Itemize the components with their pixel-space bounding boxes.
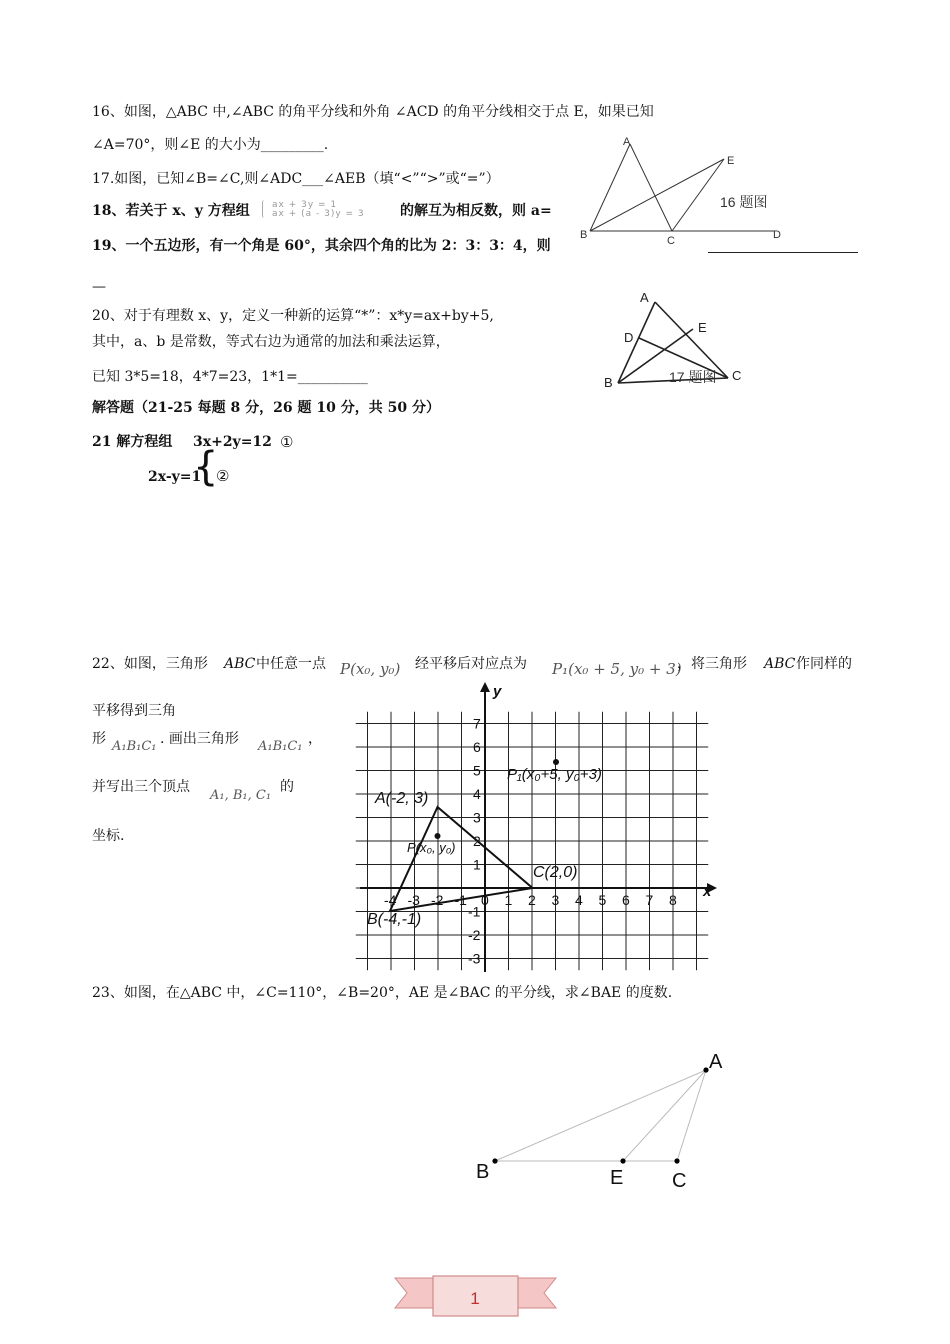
fig16-label-b: B: [580, 229, 588, 241]
fig23-point-c: [674, 1158, 679, 1163]
section-title: 解答题（21-25 每题 8 分，26 题 10 分，共 50 分）: [92, 400, 440, 416]
q18-equation-system: ax + 3y = 1 ax + (a - 3)y = 3: [262, 200, 396, 220]
fig23-label-e: E: [610, 1167, 624, 1189]
q21-mark1: ①: [280, 433, 294, 451]
label-a: A(-2, 3): [375, 790, 429, 807]
fig23-segment-ab: [495, 1070, 706, 1161]
x-tick-label: 6: [622, 892, 630, 908]
q22-verts: A₁, B₁, C₁: [210, 788, 272, 803]
y-tick-label: -1: [468, 903, 481, 920]
x-tick-label: 8: [669, 892, 677, 908]
q22-line2: 平移得到三角: [92, 703, 176, 719]
q22-part1: 22、如图，三角形: [92, 656, 208, 672]
q22-line3c: ，: [308, 731, 322, 747]
fig16-label-e: E: [727, 155, 735, 167]
x-tick-label: 5: [598, 892, 607, 908]
q22-line5: 坐标.: [92, 828, 125, 844]
q16-line2: ∠A=70°，则∠E 的大小为_________.: [92, 137, 329, 153]
fig16-label-d: D: [773, 229, 781, 241]
q22-part4: ，将三角形: [677, 656, 747, 672]
q19-wrap: —: [92, 279, 106, 295]
y-tick-label: 2: [473, 833, 481, 849]
coordinate-grid: [355, 680, 725, 980]
fig17-segment-ac: [655, 302, 728, 378]
x-tick-label: -3: [407, 892, 420, 908]
q22-line3b: . 画出三角形: [160, 731, 239, 747]
q19-answer-blank: [708, 252, 858, 253]
q16-line1: 16、如图，△ABC 中,∠ABC 的角平分线和外角 ∠ACD 的角平分线相交于点 E，如果已知: [92, 104, 654, 120]
y-tick-label: 5: [473, 762, 481, 779]
badge-ribbon-back: [395, 1278, 433, 1308]
label-p: P(x₀, y₀): [407, 840, 456, 855]
fig23-label-c: C: [672, 1170, 687, 1192]
q22-tri2: A₁B₁C₁: [258, 739, 303, 754]
fig17-label-c: C: [732, 368, 742, 383]
x-tick-label: 3: [551, 892, 560, 908]
x-tick-label: -4: [384, 892, 397, 908]
figure-23: [470, 1040, 740, 1200]
q18-suffix: 的解互为相反数，则 a=: [400, 203, 552, 219]
q22-part5: 作同样的: [796, 656, 852, 672]
point-p: [435, 833, 441, 839]
fig17-caption: 17 题图: [669, 369, 717, 385]
q22-line4b: 的: [280, 779, 294, 795]
q21-eq2: 2x-y=1: [148, 469, 202, 485]
q18-prefix: 18、若关于 x、y 方程组: [92, 203, 250, 219]
fig17-label-e: E: [698, 320, 707, 335]
y-tick-label: -2: [468, 927, 481, 943]
q21-label: 21 解方程组: [92, 434, 173, 450]
page-number-badge: [393, 1272, 558, 1322]
figure-16: [580, 132, 795, 247]
label-b: B(-4,-1): [367, 911, 422, 928]
q17-text: 17.如图，已知∠B=∠C,则∠ADC___∠AEB（填“<”“>”或“=”）: [92, 171, 500, 187]
q22-abc-2: ABC: [764, 656, 796, 672]
q20-line1: 20、对于有理数 x、y，定义一种新的运算“*”：x*y=ax+by+5,: [92, 308, 494, 324]
q22-abc-1: ABC: [224, 656, 256, 672]
fig17-label-b: B: [604, 375, 613, 390]
x-tick-label: 7: [645, 892, 654, 908]
q21-mark2: ②: [216, 467, 230, 485]
q20-line2: 其中，a、b 是常数，等式右边为通常的加法和乘法运算，: [92, 334, 450, 350]
label-c: C(2,0): [533, 864, 578, 881]
fig23-point-e: [620, 1158, 625, 1163]
x-tick-label: 1: [504, 892, 513, 908]
x-tick-label: -2: [431, 892, 444, 908]
x-tick-label: 0: [481, 892, 489, 908]
fig16-caption: 16 题图: [720, 194, 768, 210]
fig17-label-a: A: [640, 290, 649, 305]
y-tick-label: -3: [468, 950, 481, 967]
fig16-label-a: A: [623, 136, 631, 148]
fig17-label-d: D: [624, 330, 634, 345]
y-axis-arrow: [480, 682, 490, 692]
page-number: 1: [470, 1289, 480, 1308]
q22-line3a: 形: [92, 731, 106, 747]
q22-tri1: A₁B₁C₁: [112, 739, 157, 754]
fig23-point-a: [703, 1067, 708, 1072]
q21-eq1: 3x+2y=12: [193, 434, 272, 450]
y-tick-label: 7: [473, 715, 481, 732]
badge-ribbon-back-right: [518, 1278, 556, 1308]
q22-part2: 中任意一点: [256, 656, 326, 672]
y-tick-label: 6: [473, 739, 481, 755]
q20-line3: 已知 3*5=18，4*7=23，1*1=__________: [92, 369, 368, 385]
fig16-segment-be: [590, 159, 724, 231]
fig16-label-c: C: [667, 235, 675, 247]
q19-text: 19、一个五边形，有一个角是 60°，其余四个角的比为 2：3：3：4，则: [92, 238, 551, 254]
fig23-label-a: A: [709, 1051, 723, 1073]
label-p1: P₁(x₀+5, y₀+3): [507, 766, 602, 783]
y-tick-label: 3: [473, 809, 481, 826]
q22-point-p1: P₁(x₀ + 5, y₀ + 3): [552, 660, 682, 678]
figure-17: [598, 285, 758, 395]
x-tick-label: 4: [575, 892, 583, 908]
x-axis-label: x: [703, 883, 712, 900]
x-tick-label: 2: [528, 892, 536, 908]
q21-brace: {: [193, 444, 219, 490]
fig23-point-b: [492, 1158, 497, 1163]
fig16-segment-ab: [590, 144, 630, 231]
fig16-segment-ce: [672, 159, 724, 231]
fig16-segment-ac: [630, 144, 672, 231]
fig23-label-b: B: [476, 1161, 490, 1183]
y-axis-label: y: [493, 683, 502, 700]
q22-part3: 经平移后对应点为: [415, 656, 527, 672]
q22-point-p: P(x₀, y₀): [340, 660, 401, 678]
y-tick-label: 4: [473, 786, 481, 802]
point-p1: [553, 759, 559, 765]
q22-line4a: 并写出三个顶点: [92, 779, 190, 795]
y-tick-label: 1: [473, 856, 481, 873]
fig23-segment-ac: [677, 1070, 706, 1161]
q23-text: 23、如图，在△ABC 中，∠C=110°，∠B=20°，AE 是∠BAC 的平分线，求∠BAE 的度数.: [92, 985, 673, 1001]
fig23-segment-ae: [623, 1070, 706, 1161]
x-tick-label: -1: [454, 892, 467, 908]
